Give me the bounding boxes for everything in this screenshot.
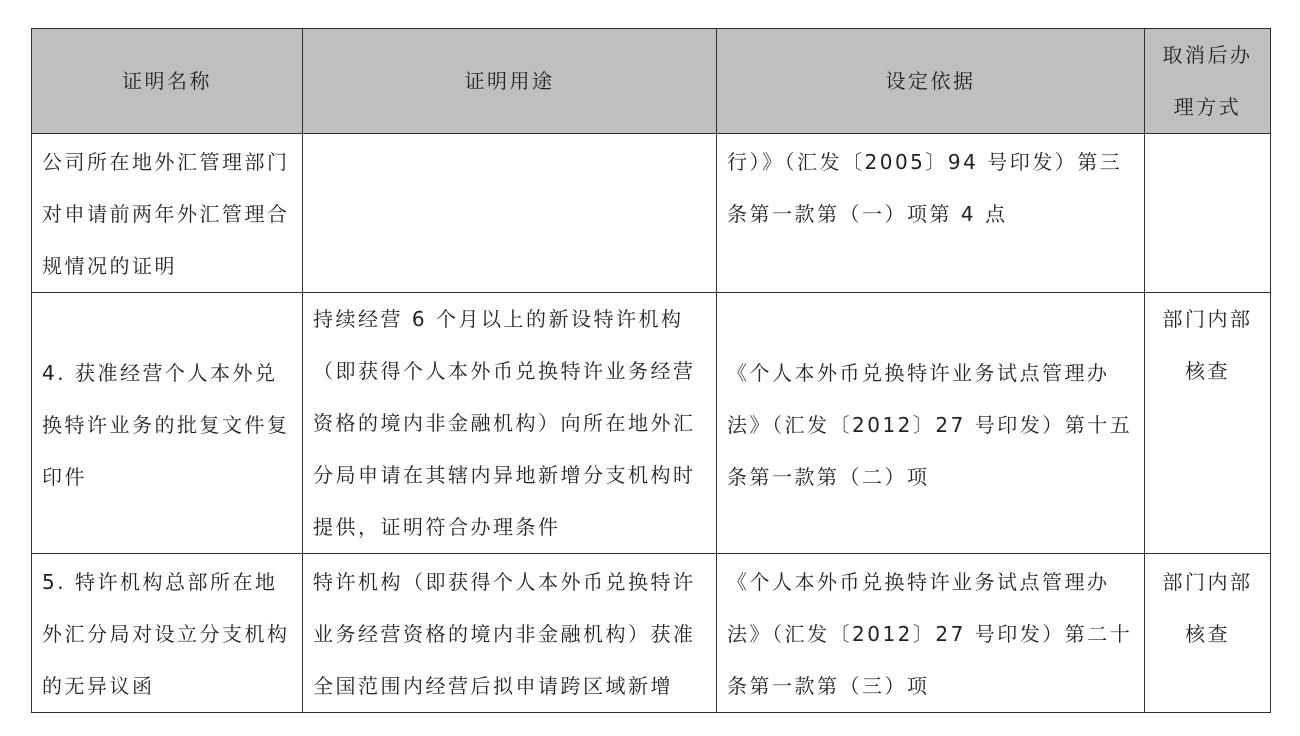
table-row [32, 293, 1271, 554]
certificate-table [31, 28, 1271, 713]
cell-cert-name: 4. 获准经营个人本外兑换特许业务的批复文件复印件 [32, 293, 303, 554]
cell-legal-basis: 《个人本外币兑换特许业务试点管理办法》（汇发〔2012〕27 号印发）第二十条第一款第（三）项 [717, 554, 1145, 713]
header-cert-name: 证明名称 [32, 29, 303, 134]
cell-legal-basis: 行）》（汇发〔2005〕94 号印发）第三条第一款第（一）项第 4 点 [717, 134, 1145, 293]
header-legal-basis: 设定依据 [717, 29, 1145, 134]
cell-cert-usage: 持续经营 6 个月以上的新设特许机构（即获得个人本外币兑换特许业务经营资格的境内非金融机构）向所在地外汇分局申请在其辖内异地新增分支机构时提供，证明符合办理条件 [303, 293, 717, 554]
cell-cert-name: 公司所在地外汇管理部门对申请前两年外汇管理合规情况的证明 [32, 134, 303, 293]
cell-legal-basis: 《个人本外币兑换特许业务试点管理办法》（汇发〔2012〕27 号印发）第十五条第一款第（二）项 [717, 293, 1145, 554]
cell-cert-usage: 特许机构（即获得个人本外币兑换特许业务经营资格的境内非金融机构）获准全国范围内经营后拟申请跨区域新增 [303, 554, 717, 713]
cell-cert-usage [303, 134, 717, 293]
cell-handling-method [1145, 134, 1271, 293]
cell-handling-method: 部门内部核查 [1145, 293, 1271, 554]
table-row [32, 554, 1271, 713]
table-row [32, 134, 1271, 293]
header-row [32, 29, 1271, 134]
cell-handling-method: 部门内部核查 [1145, 554, 1271, 713]
header-cert-usage: 证明用途 [303, 29, 717, 134]
cell-cert-name: 5. 特许机构总部所在地外汇分局对设立分支机构的无异议函 [32, 554, 303, 713]
header-handling-method: 取消后办理方式 [1145, 29, 1271, 134]
